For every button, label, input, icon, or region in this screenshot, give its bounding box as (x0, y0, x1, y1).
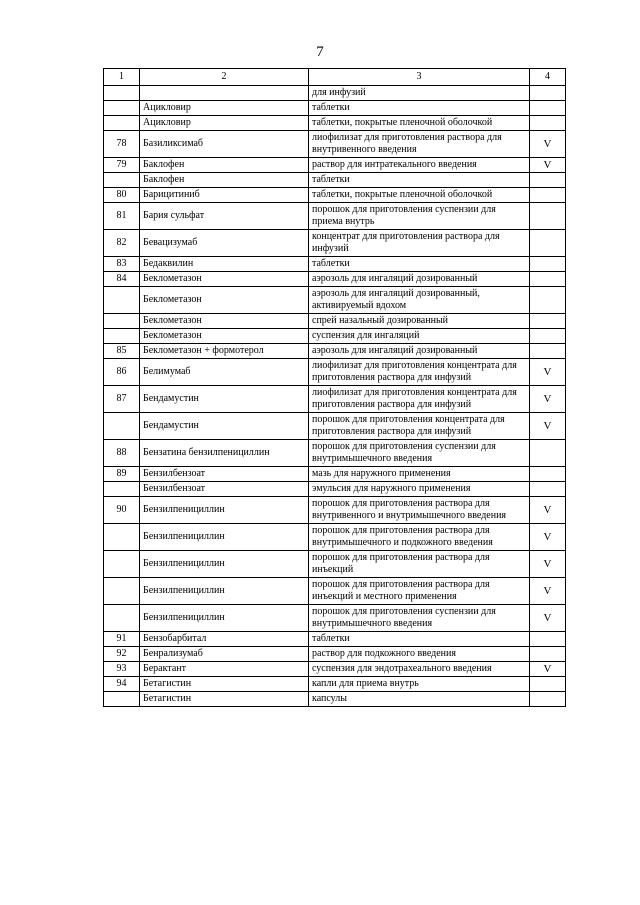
vital-mark (530, 188, 566, 203)
table-row (104, 344, 566, 359)
row-number: 88 (104, 440, 140, 467)
row-number (104, 314, 140, 329)
row-number: 78 (104, 131, 140, 158)
dosage-form: порошок для приготовления суспензии для внутримышечного введения (309, 440, 530, 467)
table-row (104, 440, 566, 467)
table-row (104, 632, 566, 647)
vital-mark (530, 272, 566, 287)
dosage-form: для инфузий (309, 86, 530, 101)
vital-mark (530, 257, 566, 272)
row-number (104, 86, 140, 101)
drug-name: Беклометазон (140, 329, 309, 344)
table-row (104, 131, 566, 158)
drug-name: Ацикловир (140, 116, 309, 131)
vital-mark: V (530, 386, 566, 413)
row-number: 79 (104, 158, 140, 173)
row-number: 85 (104, 344, 140, 359)
table-row (104, 578, 566, 605)
dosage-form: аэрозоль для ингаляций дозированный (309, 344, 530, 359)
dosage-form: таблетки, покрытые пленочной оболочкой (309, 116, 530, 131)
dosage-form: спрей назальный дозированный (309, 314, 530, 329)
table-row (104, 467, 566, 482)
table-row (104, 287, 566, 314)
dosage-form: порошок для приготовления раствора для инъекций и местного применения (309, 578, 530, 605)
row-number (104, 605, 140, 632)
row-number: 94 (104, 677, 140, 692)
drug-name: Беклометазон + формотерол (140, 344, 309, 359)
table-row (104, 359, 566, 386)
drug-name: Бензобарбитал (140, 632, 309, 647)
drug-name: Ацикловир (140, 101, 309, 116)
row-number (104, 413, 140, 440)
vital-mark (530, 314, 566, 329)
drug-name: Бедаквилин (140, 257, 309, 272)
drug-name: Бенрализумаб (140, 647, 309, 662)
vital-mark (530, 116, 566, 131)
drug-name (140, 86, 309, 101)
table-row (104, 203, 566, 230)
drug-name: Белимумаб (140, 359, 309, 386)
dosage-form: суспензия для ингаляций (309, 329, 530, 344)
table-row (104, 605, 566, 632)
table-row (104, 413, 566, 440)
table-row (104, 257, 566, 272)
drug-name: Баклофен (140, 158, 309, 173)
vital-mark (530, 287, 566, 314)
drug-name: Бензилпенициллин (140, 551, 309, 578)
vital-mark: V (530, 551, 566, 578)
vital-mark (530, 482, 566, 497)
row-number: 81 (104, 203, 140, 230)
row-number: 80 (104, 188, 140, 203)
column-header: 2 (140, 69, 309, 86)
drug-name: Бензилбензоат (140, 482, 309, 497)
vital-mark (530, 344, 566, 359)
drug-name: Бендамустин (140, 386, 309, 413)
vital-mark: V (530, 605, 566, 632)
table-row (104, 647, 566, 662)
row-number (104, 692, 140, 707)
row-number (104, 482, 140, 497)
dosage-form: капсулы (309, 692, 530, 707)
table-row (104, 497, 566, 524)
row-number: 84 (104, 272, 140, 287)
vital-mark: V (530, 158, 566, 173)
drug-name: Бендамустин (140, 413, 309, 440)
dosage-form: раствор для подкожного введения (309, 647, 530, 662)
dosage-form: таблетки (309, 101, 530, 116)
table-row (104, 482, 566, 497)
table-row (104, 524, 566, 551)
row-number: 93 (104, 662, 140, 677)
table-row (104, 329, 566, 344)
row-number (104, 116, 140, 131)
drug-table (103, 68, 566, 707)
dosage-form: лиофилизат для приготовления концентрата для приготовления раствора для инфузий (309, 359, 530, 386)
page-number: 7 (316, 44, 324, 60)
row-number: 92 (104, 647, 140, 662)
drug-name: Бензатина бензилпенициллин (140, 440, 309, 467)
dosage-form: эмульсия для наружного применения (309, 482, 530, 497)
vital-mark (530, 230, 566, 257)
vital-mark (530, 632, 566, 647)
vital-mark: V (530, 524, 566, 551)
column-header: 1 (104, 69, 140, 86)
dosage-form: порошок для приготовления суспензии для внутримышечного введения (309, 605, 530, 632)
drug-name: Бария сульфат (140, 203, 309, 230)
table-row (104, 101, 566, 116)
row-number (104, 101, 140, 116)
dosage-form: порошок для приготовления раствора для инъекций (309, 551, 530, 578)
dosage-form: таблетки (309, 257, 530, 272)
dosage-form: порошок для приготовления концентрата для приготовления раствора для инфузий (309, 413, 530, 440)
dosage-form: порошок для приготовления раствора для внутривенного и внутримышечного введения (309, 497, 530, 524)
vital-mark (530, 647, 566, 662)
table-row (104, 272, 566, 287)
dosage-form: порошок для приготовления раствора для внутримышечного и подкожного введения (309, 524, 530, 551)
dosage-form: раствор для интратекального введения (309, 158, 530, 173)
drug-name: Базиликсимаб (140, 131, 309, 158)
dosage-form: лиофилизат для приготовления раствора для внутривенного введения (309, 131, 530, 158)
row-number (104, 173, 140, 188)
row-number (104, 287, 140, 314)
table-row (104, 677, 566, 692)
vital-mark: V (530, 413, 566, 440)
drug-name: Бензилпенициллин (140, 497, 309, 524)
row-number: 87 (104, 386, 140, 413)
row-number: 89 (104, 467, 140, 482)
dosage-form: капли для приема внутрь (309, 677, 530, 692)
dosage-form: таблетки (309, 173, 530, 188)
vital-mark (530, 173, 566, 188)
row-number (104, 524, 140, 551)
column-header: 4 (530, 69, 566, 86)
dosage-form: аэрозоль для ингаляций дозированный, активируемый вдохом (309, 287, 530, 314)
drug-name: Бетагистин (140, 692, 309, 707)
drug-name: Бензилпенициллин (140, 524, 309, 551)
drug-name: Бетагистин (140, 677, 309, 692)
table-row (104, 662, 566, 677)
table-row (104, 692, 566, 707)
table-row (104, 116, 566, 131)
vital-mark (530, 692, 566, 707)
vital-mark (530, 101, 566, 116)
dosage-form: суспензия для эндотрахеального введения (309, 662, 530, 677)
drug-name: Баклофен (140, 173, 309, 188)
vital-mark (530, 329, 566, 344)
vital-mark (530, 440, 566, 467)
row-number: 83 (104, 257, 140, 272)
dosage-form: лиофилизат для приготовления концентрата для приготовления раствора для инфузий (309, 386, 530, 413)
drug-name: Барицитиниб (140, 188, 309, 203)
table-row (104, 158, 566, 173)
vital-mark: V (530, 497, 566, 524)
dosage-form: таблетки (309, 632, 530, 647)
row-number: 82 (104, 230, 140, 257)
table-row (104, 86, 566, 101)
drug-name: Бензилпенициллин (140, 578, 309, 605)
vital-mark: V (530, 131, 566, 158)
drug-name: Беклометазон (140, 272, 309, 287)
dosage-form: концентрат для приготовления раствора для инфузий (309, 230, 530, 257)
table-row (104, 314, 566, 329)
drug-name: Бензилбензоат (140, 467, 309, 482)
vital-mark: V (530, 578, 566, 605)
drug-name: Бензилпенициллин (140, 605, 309, 632)
vital-mark (530, 467, 566, 482)
drug-name: Беклометазон (140, 314, 309, 329)
table-row (104, 386, 566, 413)
vital-mark (530, 203, 566, 230)
dosage-form: порошок для приготовления суспензии для приема внутрь (309, 203, 530, 230)
vital-mark: V (530, 662, 566, 677)
vital-mark (530, 86, 566, 101)
dosage-form: мазь для наружного применения (309, 467, 530, 482)
row-number (104, 329, 140, 344)
column-header: 3 (309, 69, 530, 86)
vital-mark (530, 677, 566, 692)
drug-name: Берактант (140, 662, 309, 677)
table-row (104, 230, 566, 257)
row-number: 90 (104, 497, 140, 524)
table-row (104, 551, 566, 578)
vital-mark: V (530, 359, 566, 386)
dosage-form: аэрозоль для ингаляций дозированный (309, 272, 530, 287)
table-row (104, 188, 566, 203)
row-number: 86 (104, 359, 140, 386)
drug-name: Беклометазон (140, 287, 309, 314)
row-number (104, 578, 140, 605)
table-header-row (104, 69, 566, 86)
row-number: 91 (104, 632, 140, 647)
table-row (104, 173, 566, 188)
row-number (104, 551, 140, 578)
dosage-form: таблетки, покрытые пленочной оболочкой (309, 188, 530, 203)
drug-name: Бевацизумаб (140, 230, 309, 257)
